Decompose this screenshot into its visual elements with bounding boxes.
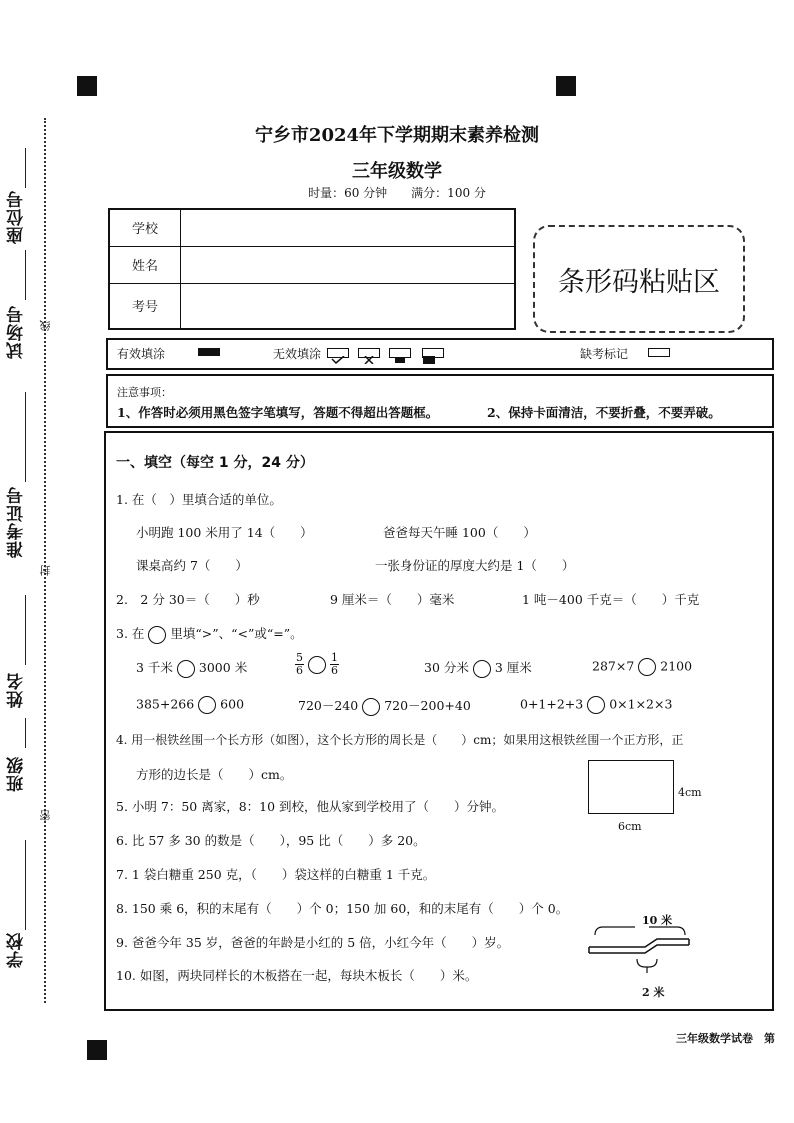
class-label: 班级	[7, 756, 27, 792]
answer-area-box	[104, 431, 774, 1011]
compare-circle-icon	[148, 626, 166, 644]
compare-7-circle[interactable]	[587, 696, 605, 714]
invalid-mark-half-icon	[422, 348, 444, 358]
registration-mark-top-left	[77, 76, 97, 96]
invalid-mark-cross-icon	[358, 348, 380, 358]
binding-dotted-line	[44, 118, 46, 1003]
compare-2-circle[interactable]	[308, 656, 326, 674]
school-side-label: 学校	[7, 932, 27, 968]
room-underline	[25, 250, 26, 300]
compare-3-right: 3 厘米	[494, 660, 532, 675]
question-6: 6. 比 57 多 30 的数是（ ），95 比（ ）多 20。	[116, 833, 426, 848]
question-1d: 一张身份证的厚度大约是 1（ ）	[375, 558, 575, 573]
question-1: 1. 在（ ）里填合适的单位。	[116, 492, 282, 507]
name-side-label: 姓名	[7, 672, 27, 708]
compare-4	[592, 658, 692, 676]
notes-item-1: 1、作答时必须用黑色签字笔填写，答题不得超出答题框。	[117, 405, 439, 420]
question-4-line-2: 方形的边长是（ ）cm。	[136, 767, 293, 782]
boards-total-label: 10 米	[642, 914, 673, 927]
barcode-paste-area	[533, 225, 745, 333]
question-3-tail: 里填“>”、“<”或“=”。	[170, 626, 303, 641]
boards-figure	[585, 925, 695, 985]
compare-1	[136, 658, 247, 678]
invalid-mark-dot-icon	[389, 348, 411, 358]
question-10: 10. 如图，两块同样长的木板搭在一起，每块木板长（ ）米。	[116, 968, 478, 983]
student-info-table	[108, 208, 516, 330]
compare-4-right: 2100	[660, 658, 693, 674]
compare-4-left: 287×7	[592, 658, 635, 674]
question-7: 7. 1 袋白糖重 250 克，（ ）袋这样的白糖重 1 千克。	[116, 867, 436, 882]
school-underline	[25, 840, 26, 930]
question-2b: 9 厘米＝（ ）毫米	[330, 592, 455, 607]
compare-5-right: 600	[220, 696, 245, 712]
school-input[interactable]	[181, 209, 516, 246]
registration-mark-bottom-left	[87, 1040, 107, 1060]
compare-5-circle[interactable]	[198, 696, 216, 714]
compare-2	[295, 652, 339, 677]
valid-fill-mark	[198, 348, 220, 356]
fraction-one-sixth: $\frac{1}{6}$	[330, 651, 338, 677]
notes-title: 注意事项：	[117, 386, 172, 399]
question-2a: 2. 2 分 30＝（ ）秒	[116, 592, 260, 607]
absent-mark-label: 缺考标记	[580, 347, 629, 361]
compare-5-left: 385+266	[136, 696, 195, 712]
compare-3-circle[interactable]	[473, 660, 491, 678]
page-footer: 三年级数学试卷 第	[676, 1032, 775, 1045]
question-9: 9. 爸爸今年 35 岁，爸爸的年龄是小红的 5 倍，小红今年（ ）岁。	[116, 935, 510, 950]
question-1a: 小明跑 100 米用了 14（ ）	[136, 525, 313, 540]
question-2c: 1 吨－400 千克＝（ ）千克	[522, 592, 700, 607]
exam-title: 宁乡市2024年下学期期末素养检测	[254, 125, 540, 146]
ticket-number-label: 准考证号	[7, 486, 27, 558]
rectangle-height-label: 4cm	[678, 786, 702, 799]
compare-6-left: 720－240	[298, 698, 359, 713]
compare-3	[424, 658, 532, 678]
compare-7	[520, 696, 672, 714]
compare-1-right: 3000 米	[198, 660, 248, 675]
question-3-head: 3. 在	[116, 626, 145, 641]
line-char: 线	[39, 320, 52, 331]
rectangle-width-label: 6cm	[618, 820, 642, 833]
compare-7-left: 0+1+2+3	[520, 696, 584, 712]
compare-6	[298, 696, 471, 716]
school-label: 学校	[109, 209, 181, 246]
ticket-underline	[25, 392, 26, 482]
question-1c: 课桌高约 7（ ）	[136, 558, 248, 573]
exam-room-label: 试场号	[7, 305, 27, 359]
compare-5	[136, 696, 244, 714]
exam-meta: 时量：60 分钟 满分：100 分	[308, 186, 486, 200]
exam-subtitle: 三年级数学	[352, 161, 442, 182]
compare-1-left: 3 千米	[136, 660, 173, 675]
compare-3-left: 30 分米	[424, 660, 469, 675]
invalid-mark-check-icon	[327, 348, 349, 358]
section-1-title: 一、填空（每空 1 分，24 分）	[116, 455, 314, 471]
boards-overlap-label: 2 米	[642, 986, 665, 999]
class-underline	[25, 718, 26, 748]
compare-6-circle[interactable]	[362, 698, 380, 716]
absent-mark-box[interactable]	[648, 348, 670, 357]
compare-6-right: 720－200+40	[384, 698, 471, 713]
notes-item-2: 2、保持卡面清洁，不要折叠，不要弄破。	[487, 405, 721, 420]
secret-char: 密	[39, 810, 52, 821]
registration-mark-top-center	[556, 76, 576, 96]
invalid-fill-label: 无效填涂	[273, 347, 322, 361]
name-input[interactable]	[181, 246, 516, 283]
valid-fill-label: 有效填涂	[117, 347, 166, 361]
question-5: 5. 小明 7：50 离家，8：10 到校，他从家到学校用了（ ）分钟。	[116, 799, 505, 814]
exam-number-label: 考号	[109, 283, 181, 329]
barcode-label: 条形码粘贴区	[558, 266, 720, 298]
question-4-line-1: 4. 用一根铁丝围一个长方形（如图），这个长方形的周长是（ ）cm；如果用这根铁丝围一个正方形，正	[116, 733, 684, 747]
name-underline	[25, 595, 26, 665]
seat-number-label: 座位号	[7, 190, 27, 244]
question-1b: 爸爸每天午睡 100（ ）	[383, 525, 536, 540]
rectangle-figure	[588, 760, 674, 814]
compare-7-right: 0×1×2×3	[609, 696, 673, 712]
question-3	[116, 624, 303, 644]
fraction-five-sixths: $\frac{5}{6}$	[296, 651, 303, 677]
exam-number-input[interactable]	[181, 283, 516, 329]
seal-char: 封	[39, 565, 52, 576]
question-8: 8. 150 乘 6，积的末尾有（ ）个 0；150 加 60，和的末尾有（ ）个 0。	[116, 901, 569, 916]
name-label: 姓名	[109, 246, 181, 283]
compare-4-circle[interactable]	[638, 658, 656, 676]
compare-1-circle[interactable]	[177, 660, 195, 678]
